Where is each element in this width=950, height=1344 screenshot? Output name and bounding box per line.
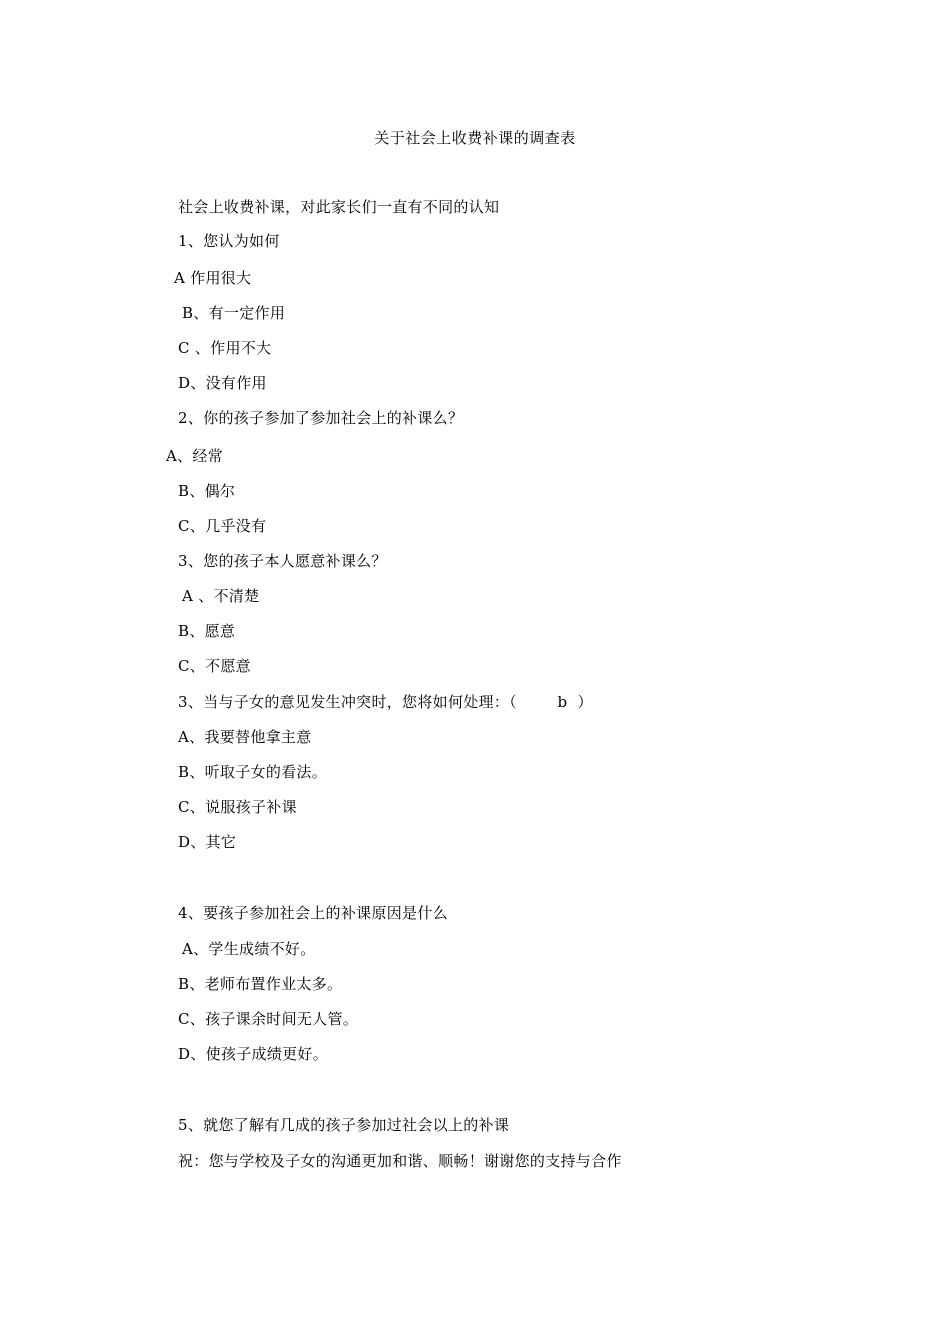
q3a-option-a: A 、不清楚 — [182, 587, 260, 605]
document-title: 关于社会上收费补课的调查表 — [374, 129, 576, 147]
question-3a: 3、您的孩子本人愿意补课么？ — [178, 552, 387, 570]
q1-option-b: B、有一定作用 — [182, 304, 286, 322]
question-3b: 3、当与子女的意见发生冲突时，您将如何处理：（ b ） — [178, 693, 593, 711]
q3b-option-d: D、其它 — [178, 833, 237, 851]
q4-option-b: B、老师布置作业太多。 — [178, 975, 343, 993]
q3a-option-b: B、愿意 — [178, 622, 236, 640]
closing-text: 祝：您与学校及子女的沟通更加和谐、顺畅！谢谢您的支持与合作 — [178, 1152, 622, 1170]
intro-text: 社会上收费补课，对此家长们一直有不同的认知 — [178, 198, 500, 216]
q1-option-d: D、没有作用 — [178, 374, 267, 392]
q2-option-b: B、偶尔 — [178, 482, 236, 500]
q3b-option-c: C、说服孩子补课 — [178, 798, 297, 816]
question-1: 1、您认为如何 — [178, 232, 280, 250]
q4-option-a: A、学生成绩不好。 — [182, 940, 316, 958]
q2-option-c: C、几乎没有 — [178, 517, 267, 535]
q4-option-c: C、孩子课余时间无人管。 — [178, 1010, 359, 1028]
q3a-option-c: C、不愿意 — [178, 657, 251, 675]
question-4: 4、要孩子参加社会上的补课原因是什么 — [178, 904, 448, 922]
q3b-option-b: B、听取子女的看法。 — [178, 763, 328, 781]
q3b-option-a: A、我要替他拿主意 — [178, 728, 312, 746]
q1-option-c: C 、作用不大 — [178, 339, 272, 357]
question-5: 5、就您了解有几成的孩子参加过社会以上的补课 — [178, 1116, 510, 1134]
question-2: 2、你的孩子参加了参加社会上的补课么？ — [178, 409, 464, 427]
q4-option-d: D、使孩子成绩更好。 — [178, 1045, 329, 1063]
q2-option-a: A、经常 — [166, 447, 224, 465]
q1-option-a: A 作用很大 — [174, 269, 252, 287]
